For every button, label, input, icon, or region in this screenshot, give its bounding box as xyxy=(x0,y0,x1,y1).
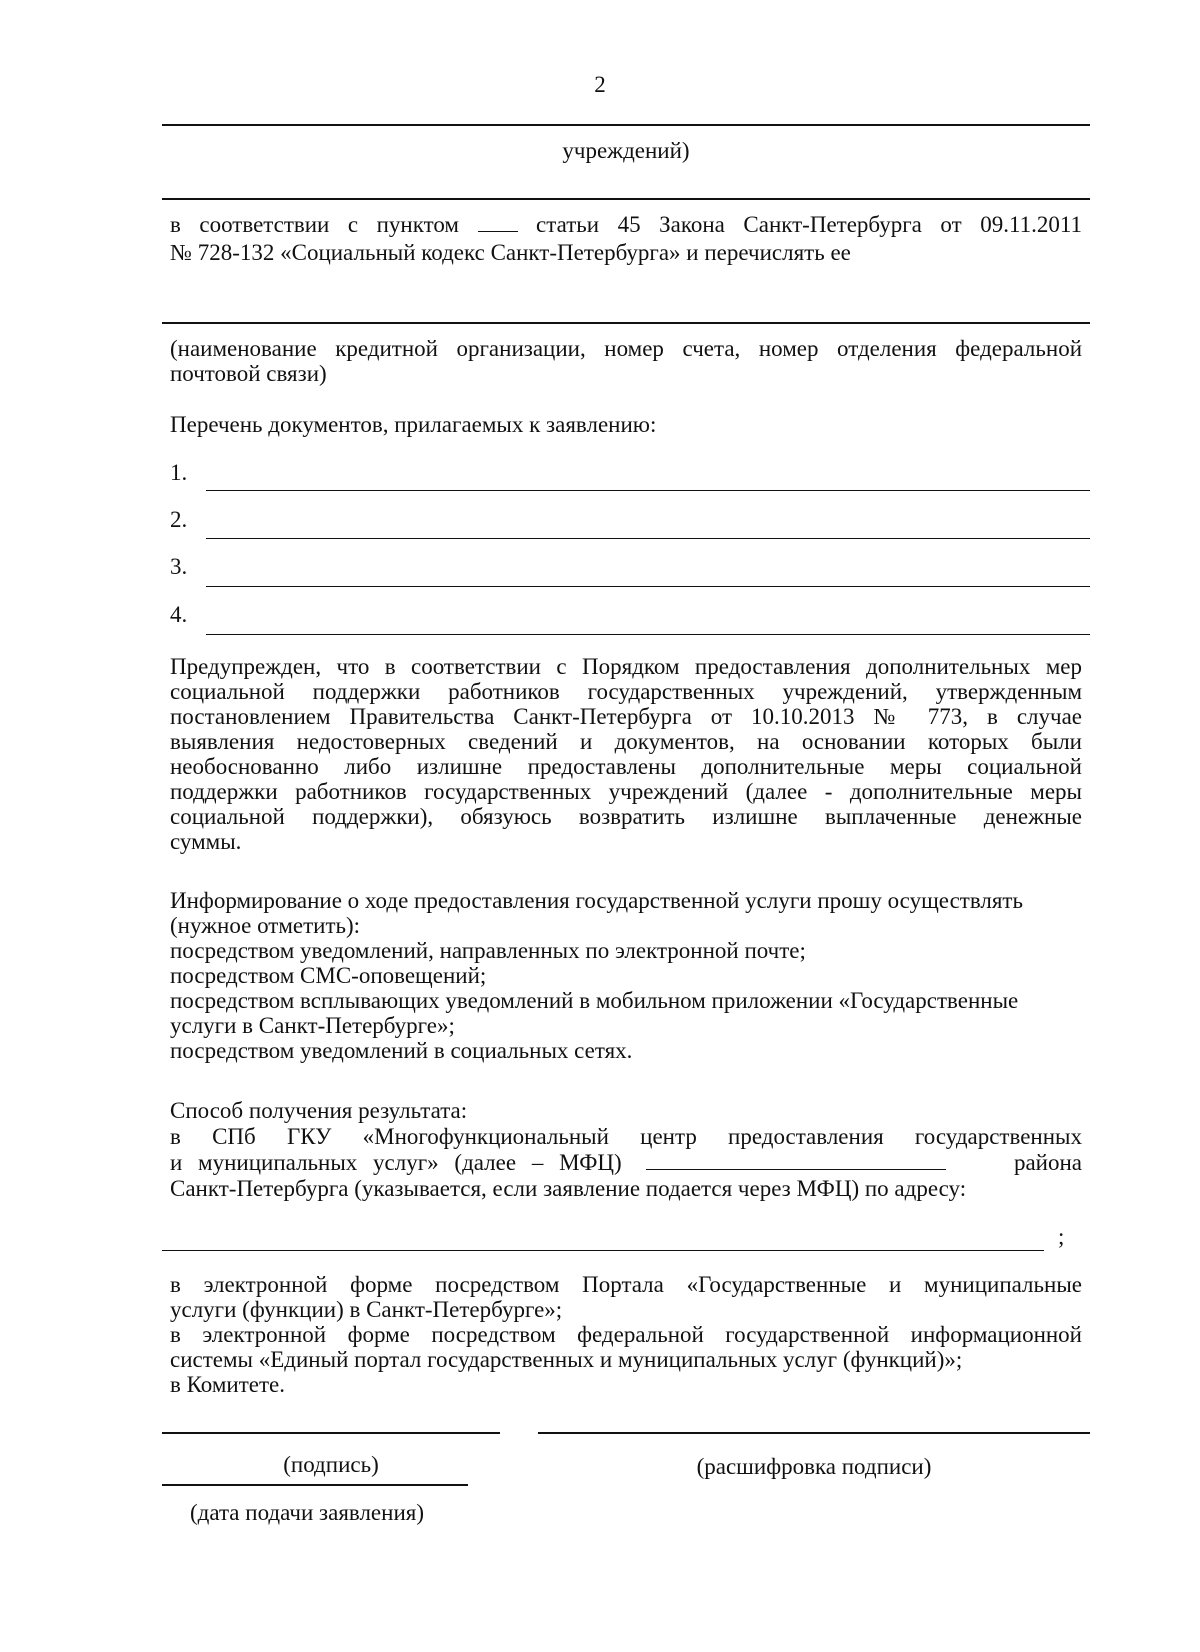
warning-line: социальной поддержки работников государственных учреждений, утвержденным xyxy=(170,679,1082,704)
warning-paragraph xyxy=(170,654,1082,854)
signature-caption: (подпись) xyxy=(283,1452,379,1477)
document-item-field[interactable] xyxy=(206,634,1090,635)
result-option-portal-cont: услуги (функции) в Санкт-Петербурге»; xyxy=(170,1297,563,1322)
informing-note: (нужное отметить): xyxy=(170,913,361,938)
legal-basis-prefix: в соответствии с пунктом xyxy=(170,212,459,237)
result-mfc-line1: в СПб ГКУ «Многофункциональный центр предоставления государственных xyxy=(170,1124,1082,1149)
result-mfc-text: и муниципальных услуг» (далее – МФЦ) xyxy=(170,1150,622,1175)
result-district-label: района xyxy=(1013,1150,1082,1175)
result-heading: Способ получения результата: xyxy=(170,1098,468,1123)
warning-line: необоснованно либо излишне предоставлены дополнительные меры социальной xyxy=(170,754,1082,779)
address-end: ; xyxy=(1058,1224,1065,1249)
signature-field[interactable] xyxy=(162,1432,500,1434)
document-item-field[interactable] xyxy=(206,538,1090,539)
warning-line: постановлением Правительства Санкт-Петербурга от 10.10.2013 № 773, в случае xyxy=(170,704,1082,729)
document-item-number: 2. xyxy=(170,507,188,532)
informing-option-sms[interactable]: посредством СМС-оповещений; xyxy=(170,963,487,988)
legal-basis-law: статьи 45 Закона Санкт-Петербурга от 09.11.2011 xyxy=(536,212,1082,237)
result-mfc-line2 xyxy=(170,1150,1082,1175)
warning-line: социальной поддержки), обязуюсь возвратить излишне выплаченные денежные xyxy=(170,804,1082,829)
top-fill-line xyxy=(162,124,1090,126)
bank-caption: (наименование кредитной организации, номер счета, номер отделения федеральной почтовой связи) xyxy=(170,336,1082,386)
warning-line: выявления недостоверных сведений и документов, на основании которых были xyxy=(170,729,1082,754)
signature-decoding-field[interactable] xyxy=(538,1432,1090,1434)
result-option-committee[interactable]: в Комитете. xyxy=(170,1372,285,1397)
legal-basis-line1 xyxy=(170,212,1082,237)
informing-option-social[interactable]: посредством уведомлений в социальных сетях. xyxy=(170,1038,633,1063)
informing-option-email[interactable]: посредством уведомлений, направленных по электронной почте; xyxy=(170,938,806,963)
informing-intro: Информирование о ходе предоставления государственной услуги прошу осуществлять xyxy=(170,888,1023,913)
paragraph-number-field[interactable] xyxy=(478,213,518,232)
district-field[interactable] xyxy=(646,1151,946,1170)
signature-decoding-caption: (расшифровка подписи) xyxy=(696,1454,932,1479)
result-option-portal[interactable]: в электронной форме посредством Портала «Государственные и муниципальные xyxy=(170,1272,1082,1297)
header-fragment: учреждений) xyxy=(562,138,690,163)
result-mfc-line3: Санкт-Петербурга (указывается, если заявление подается через МФЦ) по адресу: xyxy=(170,1176,967,1201)
result-option-federal[interactable]: в электронной форме посредством федеральной государственной информационной xyxy=(170,1322,1082,1347)
document-item-field[interactable] xyxy=(206,490,1090,491)
result-options xyxy=(170,1272,1082,1397)
warning-line: поддержки работников государственных учреждений (далее - дополнительные меры xyxy=(170,779,1082,804)
document-item-number: 4. xyxy=(170,602,188,627)
document-item-field[interactable] xyxy=(206,586,1090,587)
document-item-number: 1. xyxy=(170,460,188,485)
informing-option-app-cont: услуги в Санкт-Петербурге»; xyxy=(170,1013,455,1038)
header-divider xyxy=(162,198,1090,200)
informing-option-app[interactable]: посредством всплывающих уведомлений в мобильном приложении «Государственные xyxy=(170,988,1019,1013)
date-field[interactable] xyxy=(162,1484,468,1486)
documents-heading: Перечень документов, прилагаемых к заявлению: xyxy=(170,412,657,437)
warning-line: Предупрежден, что в соответствии с Порядком предоставления дополнительных мер xyxy=(170,654,1082,679)
date-caption: (дата подачи заявления) xyxy=(190,1500,424,1525)
address-field[interactable] xyxy=(162,1250,1044,1251)
informing-section xyxy=(170,888,1082,1063)
bank-details-field[interactable] xyxy=(162,322,1090,324)
result-option-federal-cont: системы «Единый портал государственных и муниципальных услуг (функций)»; xyxy=(170,1347,963,1372)
legal-basis-line2: № 728-132 «Социальный кодекс Санкт-Петербурга» и перечислять ее xyxy=(170,240,851,265)
document-item-number: 3. xyxy=(170,554,188,579)
warning-line: суммы. xyxy=(170,829,242,854)
page-number: 2 xyxy=(594,72,606,97)
